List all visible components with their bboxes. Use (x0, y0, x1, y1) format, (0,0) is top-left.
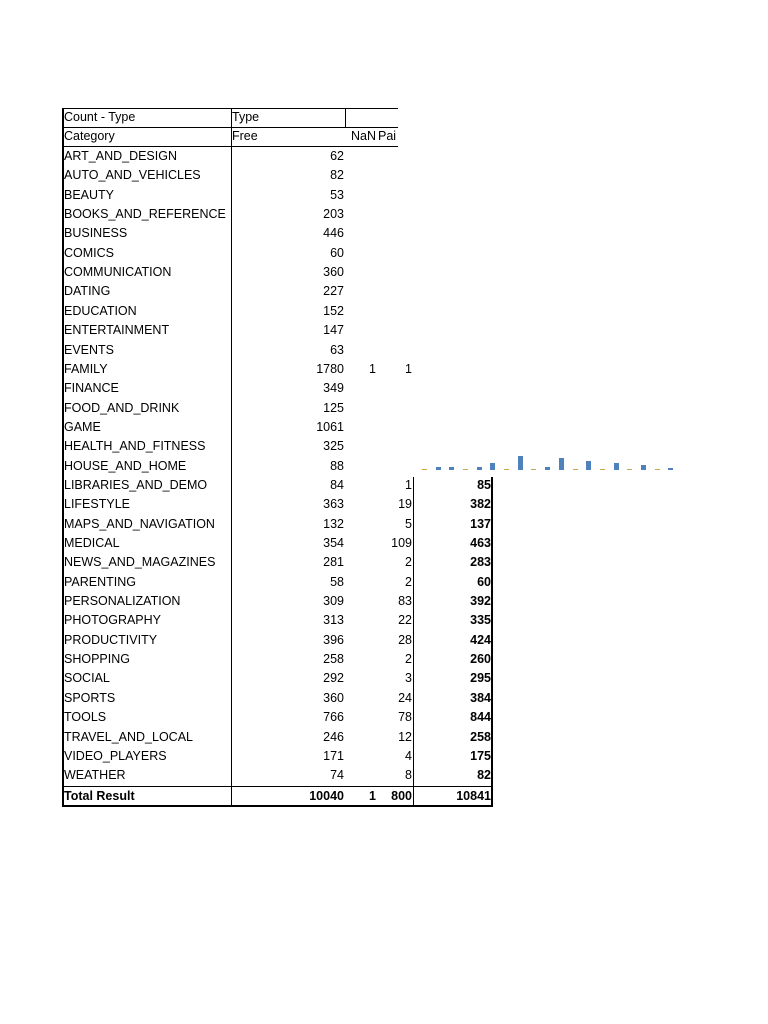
mini-chart-bar (655, 469, 660, 470)
row-total-cell[interactable] (414, 147, 491, 166)
paid-count-cell[interactable] (378, 379, 412, 398)
table-row (0, 166, 768, 185)
pivot-corner-label[interactable]: Count - Type (64, 110, 136, 124)
table-row (0, 631, 768, 650)
free-count-cell[interactable]: 63 (330, 342, 344, 357)
row-total-cell[interactable]: 463 (470, 536, 491, 550)
category-cell[interactable]: AUTO_AND_VEHICLES (64, 168, 201, 183)
table-row (0, 418, 768, 437)
free-count-cell[interactable]: 125 (323, 400, 344, 415)
nan-count-cell[interactable] (346, 728, 376, 747)
mini-chart-bar (627, 469, 632, 470)
table-row (0, 766, 768, 785)
free-count-cell[interactable]: 62 (330, 149, 344, 163)
paid-count-cell[interactable] (378, 166, 412, 185)
column-field-label[interactable]: Type (232, 110, 260, 124)
row-total-cell[interactable] (414, 244, 491, 263)
category-cell[interactable]: FAMILY (64, 361, 108, 376)
mini-chart-bar (559, 458, 564, 470)
paid-count-cell[interactable]: 2 (405, 652, 412, 667)
category-cell[interactable]: FINANCE (64, 381, 119, 396)
row-total-cell[interactable]: 283 (470, 555, 491, 570)
table-row (0, 399, 768, 418)
table-row (0, 379, 768, 398)
total-paid[interactable]: 800 (391, 789, 412, 803)
free-count-cell[interactable]: 246 (323, 729, 344, 744)
category-cell[interactable]: COMICS (64, 245, 114, 260)
free-count-cell[interactable]: 60 (330, 245, 344, 260)
table-left-border (62, 108, 64, 807)
category-cell[interactable]: COMMUNICATION (64, 265, 172, 280)
category-cell[interactable]: PHOTOGRAPHY (64, 613, 162, 628)
category-cell[interactable]: BOOKS_AND_REFERENCE (64, 207, 226, 222)
paid-count-cell[interactable]: 24 (398, 690, 412, 705)
nan-count-cell[interactable] (346, 321, 376, 340)
category-cell[interactable]: SPORTS (64, 690, 116, 705)
free-count-cell[interactable]: 1061 (316, 419, 344, 434)
paid-count-cell[interactable] (378, 418, 412, 437)
free-count-cell[interactable]: 58 (330, 574, 344, 589)
paid-count-cell[interactable]: 8 (405, 768, 412, 783)
paid-count-cell[interactable]: 78 (398, 710, 412, 725)
free-count-cell[interactable]: 258 (323, 652, 344, 667)
paid-count-cell[interactable]: 19 (398, 497, 412, 512)
paid-count-cell[interactable] (378, 205, 412, 224)
table-row (0, 244, 768, 263)
table-row (0, 689, 768, 708)
mini-chart-bar (477, 467, 482, 471)
free-count-cell[interactable]: 766 (323, 710, 344, 725)
paid-count-cell[interactable]: 1 (405, 361, 412, 376)
nan-count-cell[interactable] (346, 631, 376, 650)
free-count-cell[interactable]: 84 (330, 477, 344, 492)
paid-count-cell[interactable]: 1 (405, 477, 412, 492)
paid-count-cell[interactable]: 109 (391, 536, 412, 550)
free-count-cell[interactable]: 227 (323, 284, 344, 299)
row-total-cell[interactable]: 85 (477, 477, 491, 492)
row-total-cell[interactable]: 258 (470, 729, 491, 744)
category-cell[interactable]: VIDEO_PLAYERS (64, 748, 167, 763)
nan-count-cell[interactable] (346, 437, 376, 456)
row-total-cell[interactable]: 335 (470, 613, 491, 628)
category-column-divider (231, 108, 232, 807)
free-count-cell[interactable]: 360 (323, 690, 344, 705)
table-row (0, 147, 768, 166)
nan-count-cell[interactable] (346, 399, 376, 418)
mini-chart-bar (668, 468, 673, 470)
category-cell[interactable]: BEAUTY (64, 187, 115, 202)
category-cell[interactable]: SHOPPING (64, 652, 130, 667)
category-cell[interactable]: ENTERTAINMENT (64, 323, 170, 338)
category-cell[interactable]: TOOLS (64, 710, 107, 725)
category-cell[interactable]: ART_AND_DESIGN (64, 149, 177, 163)
nan-count-cell[interactable] (346, 669, 376, 688)
mini-chart-bar (600, 469, 605, 470)
mini-chart-bar (504, 469, 509, 470)
table-row (0, 476, 768, 495)
free-count-cell[interactable]: 88 (330, 458, 344, 473)
row-total-cell[interactable] (414, 186, 491, 205)
nan-count-cell[interactable] (346, 282, 376, 301)
total-label[interactable]: Total Result (64, 789, 135, 803)
paid-count-cell[interactable]: 2 (405, 555, 412, 570)
paid-count-cell[interactable]: 28 (398, 632, 412, 647)
paid-count-cell[interactable]: 2 (405, 574, 412, 589)
category-cell[interactable]: MAPS_AND_NAVIGATION (64, 516, 215, 531)
nan-count-cell[interactable] (346, 611, 376, 630)
type-header-divider (345, 108, 346, 127)
free-count-cell[interactable]: 74 (330, 768, 344, 783)
category-cell[interactable]: PRODUCTIVITY (64, 632, 158, 647)
paid-count-cell[interactable] (378, 399, 412, 418)
mini-chart-bar (518, 456, 523, 470)
nan-count-cell[interactable] (346, 766, 376, 785)
paid-count-cell[interactable] (378, 147, 412, 166)
paid-count-cell[interactable]: 22 (398, 613, 412, 628)
category-cell[interactable]: MEDICAL (64, 536, 120, 550)
header-divider (62, 127, 398, 128)
nan-count-cell[interactable] (346, 263, 376, 282)
nan-count-cell[interactable] (346, 747, 376, 766)
free-count-cell[interactable]: 309 (323, 594, 344, 609)
nan-count-cell[interactable] (346, 379, 376, 398)
category-cell[interactable]: GAME (64, 419, 101, 434)
table-row (0, 495, 768, 514)
row-total-cell[interactable] (414, 205, 491, 224)
table-row (0, 302, 768, 321)
row-total-cell[interactable] (414, 166, 491, 185)
category-cell[interactable]: PERSONALIZATION (64, 594, 181, 609)
category-cell[interactable]: PARENTING (64, 574, 136, 589)
table-row (0, 611, 768, 630)
nan-count-cell[interactable] (346, 341, 376, 360)
paid-count-cell[interactable] (378, 321, 412, 340)
nan-count-cell[interactable]: 1 (369, 361, 376, 376)
row-total-cell[interactable]: 175 (470, 748, 491, 763)
mini-chart-bar (436, 467, 441, 471)
category-cell[interactable]: HEALTH_AND_FITNESS (64, 439, 206, 454)
column-header-paid[interactable]: Pai (378, 129, 397, 143)
mini-chart-bar (614, 463, 619, 470)
table-row (0, 592, 768, 611)
paid-count-cell[interactable]: 5 (405, 516, 412, 531)
paid-count-cell[interactable] (378, 186, 412, 205)
free-count-cell[interactable]: 152 (323, 303, 344, 318)
table-row (0, 321, 768, 340)
category-cell[interactable]: TRAVEL_AND_LOCAL (64, 729, 193, 744)
table-row (0, 669, 768, 688)
paid-count-cell[interactable]: 3 (405, 671, 412, 686)
nan-count-cell[interactable] (346, 573, 376, 592)
row-total-cell[interactable] (414, 321, 491, 340)
row-total-cell[interactable] (414, 224, 491, 243)
table-row (0, 515, 768, 534)
category-cell[interactable]: SOCIAL (64, 671, 110, 686)
free-count-cell[interactable]: 325 (323, 439, 344, 454)
nan-count-cell[interactable] (346, 515, 376, 534)
nan-count-cell[interactable] (346, 457, 376, 476)
free-count-cell[interactable]: 203 (323, 207, 344, 222)
column-header-nan[interactable]: NaN (350, 129, 376, 143)
free-count-cell[interactable]: 82 (330, 168, 344, 183)
category-cell[interactable]: DATING (64, 284, 111, 299)
table-row (0, 263, 768, 282)
paid-count-cell[interactable] (378, 302, 412, 321)
row-total-cell[interactable] (414, 282, 491, 301)
mini-chart-bar (641, 465, 646, 470)
nan-count-cell[interactable] (346, 534, 376, 553)
table-row (0, 728, 768, 747)
nan-count-cell[interactable] (346, 689, 376, 708)
table-row (0, 708, 768, 727)
category-cell[interactable]: EDUCATION (64, 303, 137, 318)
free-count-cell[interactable]: 363 (323, 497, 344, 512)
category-cell[interactable]: LIFESTYLE (64, 497, 130, 512)
category-cell[interactable]: WEATHER (64, 768, 126, 783)
free-count-cell[interactable]: 132 (323, 516, 344, 531)
table-top-border (62, 108, 398, 109)
category-cell[interactable]: LIBRARIES_AND_DEMO (64, 477, 208, 492)
table-row (0, 186, 768, 205)
table-row (0, 650, 768, 669)
row-total-cell[interactable] (414, 302, 491, 321)
nan-count-cell[interactable] (346, 186, 376, 205)
mini-chart-bar (490, 463, 495, 470)
nan-count-cell[interactable] (346, 553, 376, 572)
column-header-free[interactable]: Free (232, 129, 258, 143)
table-right-border (491, 477, 493, 807)
row-total-cell[interactable] (414, 418, 491, 437)
pivot-header-row-2 (0, 127, 768, 146)
paid-count-cell[interactable]: 83 (398, 594, 412, 609)
table-row (0, 573, 768, 592)
nan-count-cell[interactable] (346, 302, 376, 321)
row-total-cell[interactable]: 260 (470, 652, 491, 667)
table-row (0, 747, 768, 766)
table-row (0, 205, 768, 224)
table-row (0, 282, 768, 301)
free-count-cell[interactable]: 292 (323, 671, 344, 686)
free-count-cell[interactable]: 354 (323, 536, 344, 550)
nan-count-cell[interactable] (346, 205, 376, 224)
nan-count-cell[interactable] (346, 147, 376, 166)
free-count-cell[interactable]: 53 (330, 187, 344, 202)
mini-chart-bar (422, 469, 427, 470)
row-total-cell[interactable] (414, 341, 491, 360)
free-count-cell[interactable]: 396 (323, 632, 344, 647)
free-count-cell[interactable]: 349 (323, 381, 344, 396)
paid-count-cell[interactable] (378, 341, 412, 360)
free-count-cell[interactable]: 171 (323, 748, 344, 763)
row-total-cell[interactable] (414, 379, 491, 398)
mini-chart-bar (449, 467, 454, 471)
nan-count-cell[interactable] (346, 244, 376, 263)
paid-count-cell[interactable] (378, 457, 412, 476)
paid-count-cell[interactable]: 12 (398, 729, 412, 744)
nan-count-cell[interactable] (346, 418, 376, 437)
table-row (0, 224, 768, 243)
mini-chart-bar (545, 467, 550, 471)
nan-count-cell[interactable] (346, 592, 376, 611)
paid-count-cell[interactable] (378, 282, 412, 301)
paid-count-cell[interactable]: 4 (405, 748, 412, 763)
paid-count-cell[interactable] (378, 437, 412, 456)
row-total-cell[interactable]: 424 (470, 632, 491, 647)
nan-count-cell[interactable] (346, 650, 376, 669)
nan-count-cell[interactable] (346, 495, 376, 514)
nan-count-cell[interactable] (346, 708, 376, 727)
pivot-header-row-1 (0, 108, 768, 127)
table-row (0, 341, 768, 360)
category-cell[interactable]: EVENTS (64, 342, 115, 357)
mini-chart-bar (573, 469, 578, 470)
mini-bar-chart (420, 452, 680, 470)
free-count-cell[interactable]: 1780 (316, 361, 344, 376)
row-total-cell[interactable]: 384 (470, 690, 491, 705)
header-bottom-border (62, 146, 398, 147)
row-total-cell[interactable]: 137 (470, 516, 491, 531)
free-count-cell[interactable]: 446 (323, 226, 344, 241)
category-cell[interactable]: HOUSE_AND_HOME (64, 458, 187, 473)
total-row-top-border (62, 786, 493, 787)
nan-count-cell[interactable] (346, 476, 376, 495)
free-count-cell[interactable]: 313 (323, 613, 344, 628)
row-total-cell[interactable] (414, 360, 491, 379)
category-cell[interactable]: FOOD_AND_DRINK (64, 400, 180, 415)
row-total-cell[interactable] (414, 399, 491, 418)
paid-count-cell[interactable] (378, 224, 412, 243)
mini-chart-bar (463, 469, 468, 470)
row-total-cell[interactable] (414, 263, 491, 282)
row-total-cell[interactable]: 844 (470, 710, 491, 725)
nan-count-cell[interactable] (346, 224, 376, 243)
category-cell[interactable]: BUSINESS (64, 226, 128, 241)
row-total-cell[interactable]: 60 (477, 574, 491, 589)
free-count-cell[interactable]: 281 (323, 555, 344, 570)
row-field-label[interactable]: Category (64, 129, 115, 143)
free-count-cell[interactable]: 360 (323, 265, 344, 280)
total-row (0, 787, 768, 806)
table-row (0, 360, 768, 379)
grand-total[interactable]: 10841 (456, 789, 491, 803)
row-total-cell[interactable]: 82 (477, 768, 491, 783)
category-cell[interactable]: NEWS_AND_MAGAZINES (64, 555, 216, 570)
row-total-cell[interactable]: 392 (470, 594, 491, 609)
table-bottom-border (62, 805, 493, 807)
table-row (0, 534, 768, 553)
free-count-cell[interactable]: 147 (323, 323, 344, 338)
mini-chart-bar (586, 461, 591, 470)
paid-total-divider (413, 477, 414, 807)
row-total-cell[interactable]: 382 (470, 497, 491, 512)
row-total-cell[interactable]: 295 (470, 671, 491, 686)
mini-chart-bar (531, 469, 536, 470)
paid-count-cell[interactable] (378, 244, 412, 263)
nan-count-cell[interactable] (346, 166, 376, 185)
total-free[interactable]: 10040 (309, 789, 344, 803)
total-nan[interactable]: 1 (369, 789, 376, 803)
paid-count-cell[interactable] (378, 263, 412, 282)
table-row (0, 553, 768, 572)
